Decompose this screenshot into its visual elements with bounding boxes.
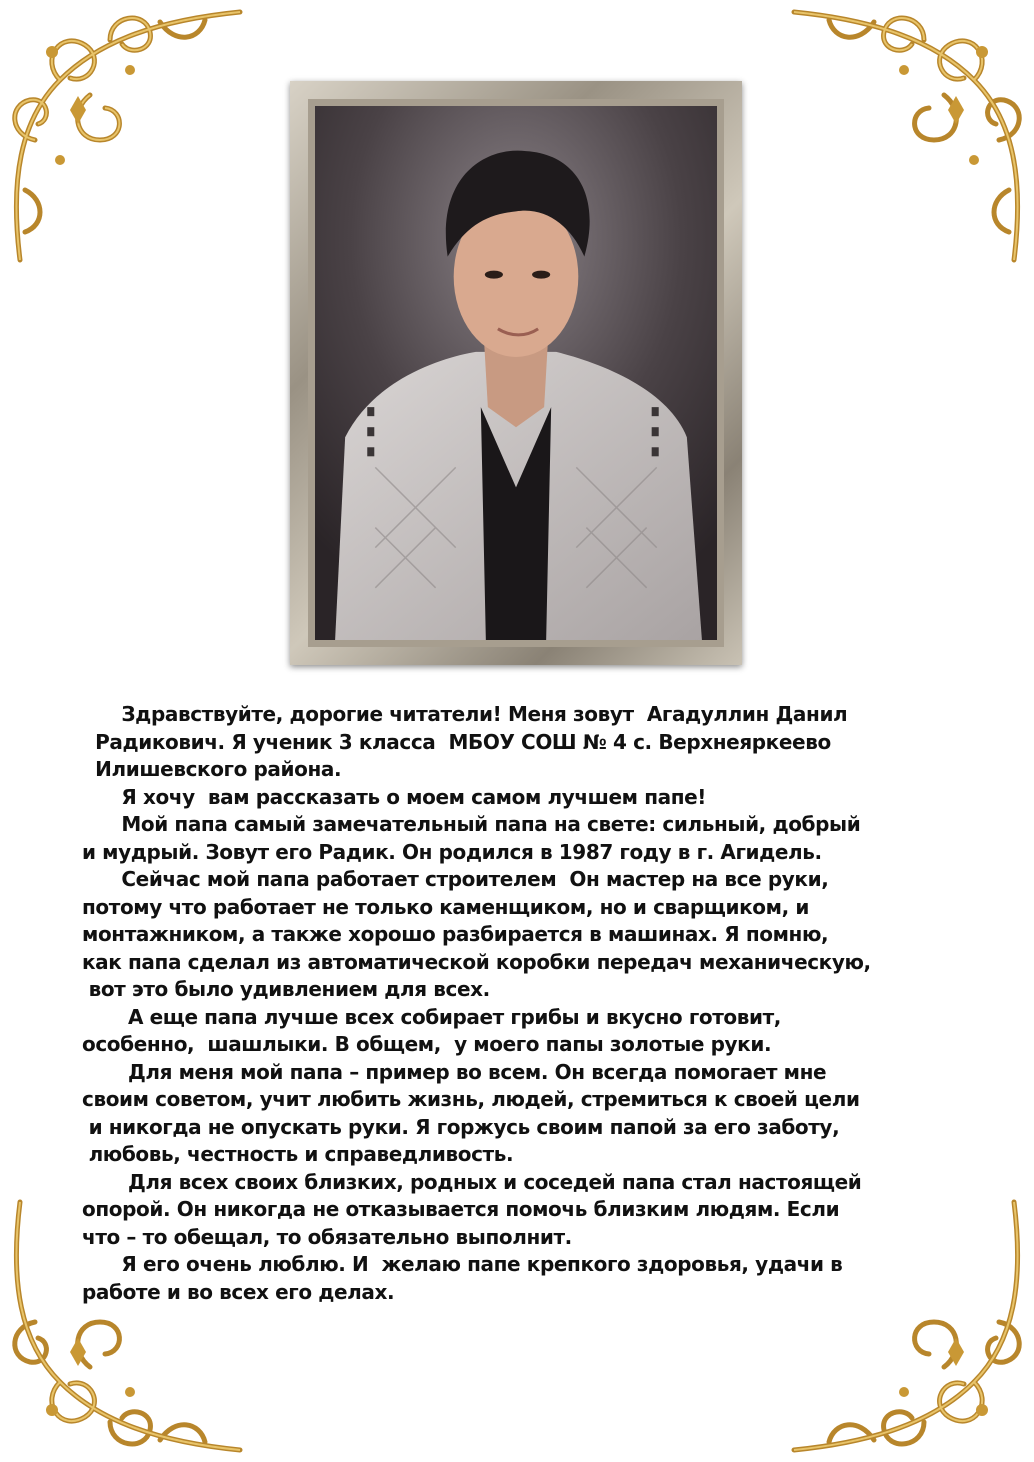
portrait-photo	[308, 99, 724, 647]
letter-line: своим советом, учит любить жизнь, людей, стремиться к своей цели	[82, 1087, 860, 1111]
corner-ornament-top-right	[784, 0, 1034, 270]
letter-line: А еще папа лучше всех собирает грибы и вкусно готовит,	[82, 1004, 781, 1029]
ornament-icon	[0, 0, 250, 270]
letter-line: особенно, шашлыки. В общем, у моего папы золотые руки.	[82, 1032, 772, 1056]
letter-line: Я его очень люблю. И желаю папе крепкого здоровья, удачи в	[82, 1252, 843, 1276]
letter-line: Здравствуйте, дорогие читатели! Меня зовут Агадуллин Данил	[82, 702, 848, 726]
letter-line: Для меня мой папа – пример во всем. Он всегда помогает мне	[82, 1059, 827, 1084]
letter-line: Для всех своих близких, родных и соседей папа стал настоящей	[82, 1169, 862, 1194]
portrait-frame	[290, 81, 742, 665]
letter-line: вот это было удивлением для всех.	[82, 977, 490, 1001]
letter-line: и мудрый. Зовут его Радик. Он родился в 1987 году в г. Агидель.	[82, 839, 822, 864]
letter-line: что – то обещал, то обязательно выполнит.	[82, 1224, 572, 1249]
letter-line: опорой. Он никогда не отказывается помочь близким людям. Если	[82, 1197, 840, 1221]
letter-line: Мой папа самый замечательный папа на свете: сильный, добрый	[82, 812, 861, 836]
letter-line: потому что работает не только каменщиком, но и сварщиком, и	[82, 894, 809, 919]
letter-text	[82, 701, 982, 1306]
letter-line: любовь, честность и справедливость.	[82, 1142, 514, 1166]
letter-line: и никогда не опускать руки. Я горжусь своим папой за его заботу,	[82, 1114, 840, 1139]
letter-line: Радикович. Я ученик 3 класса МБОУ СОШ № 4 с. Верхнеяркеево	[82, 729, 831, 754]
letter-line: Илишевского района.	[82, 757, 342, 781]
letter-line: Я хочу вам рассказать о моем самом лучшем папе!	[82, 784, 707, 809]
letter-line: монтажником, а также хорошо разбирается в машинах. Я помню,	[82, 922, 829, 946]
person-portrait-icon	[315, 106, 717, 640]
corner-ornament-top-left	[0, 0, 250, 270]
letter-line: работе и во всех его делах.	[82, 1279, 395, 1304]
ornament-icon	[784, 0, 1034, 270]
letter-line: как папа сделал из автоматической коробки передач механическую,	[82, 949, 871, 974]
letter-line: Сейчас мой папа работает строителем Он мастер на все руки,	[82, 867, 829, 891]
